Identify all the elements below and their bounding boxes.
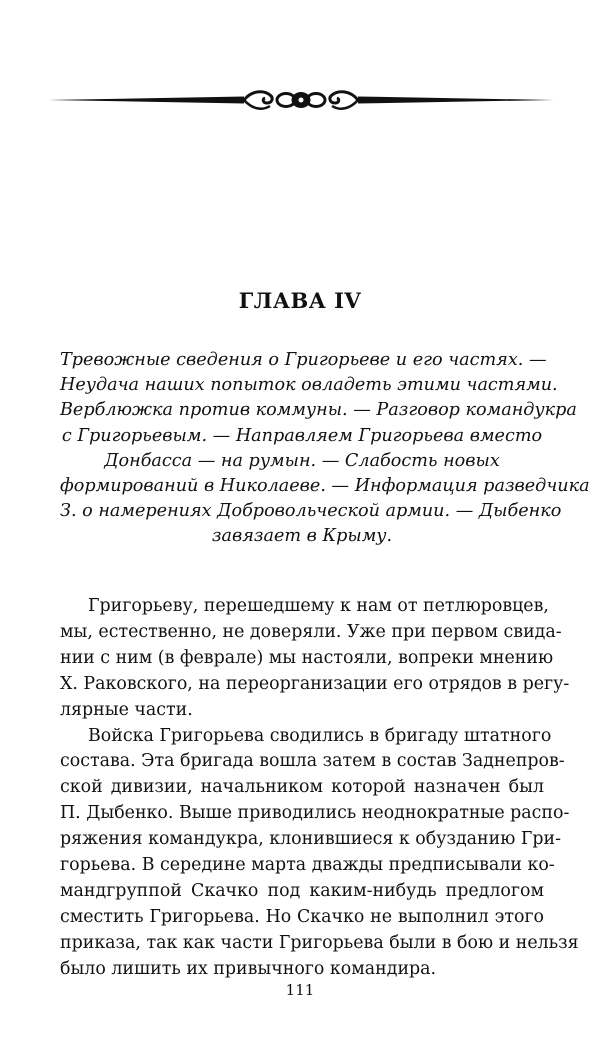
text-line: мандгруппой Скачко под каким-нибудь предлогом [60,880,544,901]
text-line: Войска Григорьева сводились в бригаду штатного [88,725,552,746]
decorative-divider-icon [48,80,554,120]
epigraph-line: Донбасса — на румын. — Слабость новых [104,450,500,471]
epigraph-line: Верблюжка против коммуны. — Разговор командукра [60,400,577,421]
epigraph-line: с Григорьевым. — Направляем Григорьева вместо [61,425,543,446]
text-line: ской дивизии, начальником которой назначен был [60,777,544,798]
text-line: лярные части. [60,699,193,720]
text-line: П. Дыбенко. Выше приводились неоднократные распо- [60,803,570,824]
text-line: ряжения командукра, клонившиеся к обузданию Гри- [60,829,562,850]
epigraph-line: Тревожные сведения о Григорьеве и его частях. — [60,350,547,370]
epigraph-line: З. о намерениях Добровольческой армии. — Дыбенко [60,501,562,522]
chapter-epigraph [60,348,590,550]
epigraph-line: формирований в Николаеве. — Информация разведчика [60,476,590,497]
epigraph-line: Неудача наших попыток овладеть этими частями. [60,375,558,396]
text-line: приказа, так как части Григорьева были в бою и нельзя [60,932,579,953]
text-line: было лишить их привычного командира. [60,958,437,979]
text-line: сместить Григорьева. Но Скачко не выполнил этого [60,906,544,927]
page-number: 111 [285,981,315,999]
paragraph [60,724,579,983]
text-line: состава. Эта бригада вошла затем в состав Заднепров- [60,751,565,772]
text-line: горьева. В середине марта дважды предписывали ко- [60,855,555,876]
chapter-title: ГЛАВА IV [238,288,362,313]
text-line: нии с ним (в феврале) мы настояли, вопреки мнению [60,647,554,668]
text-line: мы, естественно, не доверяли. Уже при первом свида- [60,621,562,642]
epigraph-line: завязает в Крыму. [211,526,393,547]
paragraph [60,594,570,724]
text-line: Х. Раковского, на переорганизации его отрядов в регу- [60,673,570,694]
body-text [60,594,579,983]
text-line: Григорьеву, перешедшему к нам от петлюровцев, [88,596,549,616]
